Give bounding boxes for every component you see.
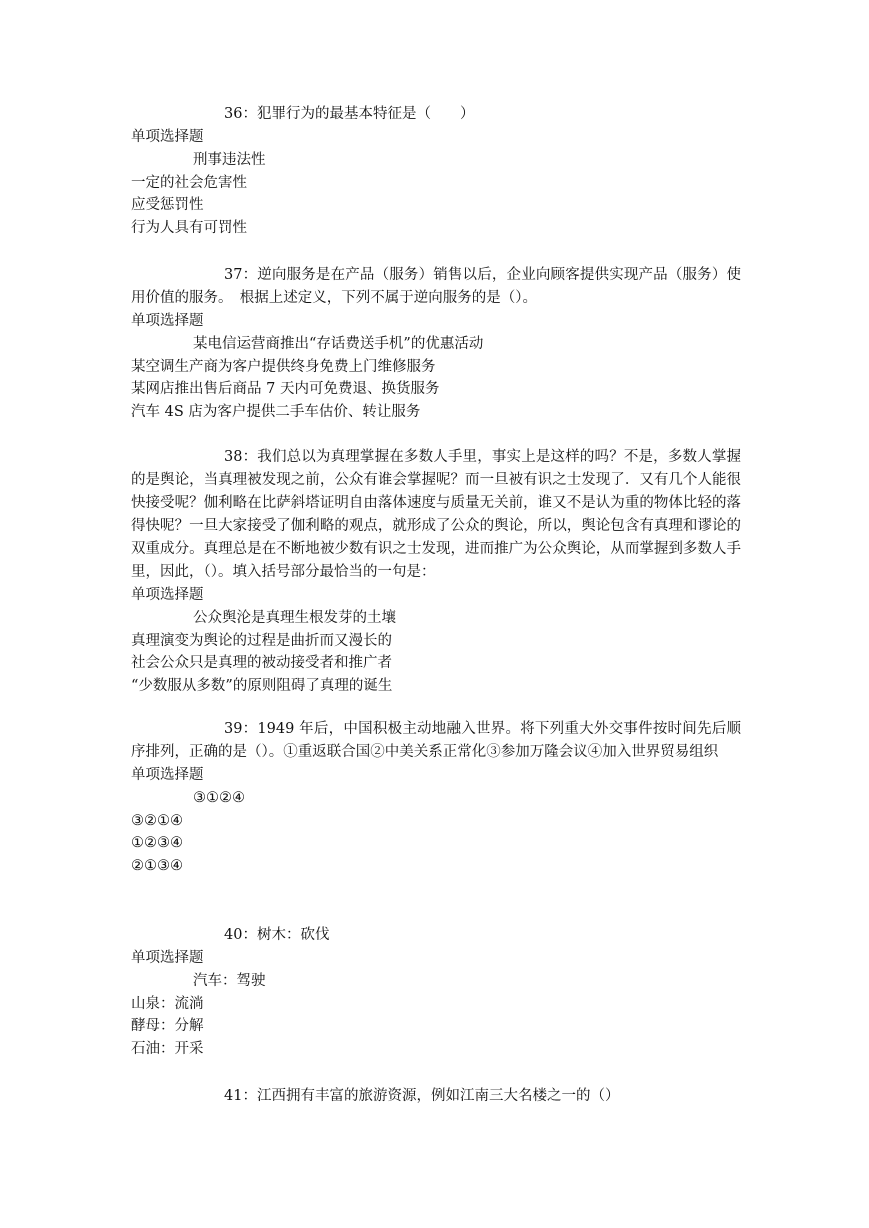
option-d: “少数服从多数”的原则阻碍了真理的诞生 — [131, 677, 393, 694]
question-36 — [131, 103, 741, 239]
option-a: 公众舆沦是真理生根发芽的土壤 — [193, 610, 396, 626]
option-a: 汽车：驾驶 — [193, 973, 266, 989]
option-b: 山泉：流淌 — [131, 995, 204, 1012]
option-c: 某网店推出售后商品 7 天内可免费退、换货服务 — [131, 381, 440, 397]
option-c: 社会公众只是真理的被动接受者和推广者 — [131, 655, 392, 671]
option-b: 某空调生产商为客户提供终身免费上门维修服务 — [131, 358, 436, 375]
question-stem: 39：1949 年后，中国积极主动地融入世界。将下列重大外交事件按时间先后顺序排列，正确的是（）。①重返联合国②中美关系正常化③参加万隆会议④加入世界贸易组织 — [131, 721, 741, 760]
option-b: 一定的社会危害性 — [131, 174, 247, 191]
option-b: ③②①④ — [131, 812, 183, 829]
question-38 — [131, 446, 741, 697]
question-stem: 41：江西拥有丰富的旅游资源，例如江南三大名楼之一的（） — [224, 1088, 620, 1104]
option-a: ③①②④ — [193, 790, 245, 806]
question-stem: 37：逆向服务是在产品（服务）销售以后，企业向顾客提供实现产品（服务）使用价值的服务。 根据上述定义，下列不属于逆向服务的是（）。 — [131, 267, 741, 306]
question-type: 单项选择题 — [131, 587, 204, 603]
option-a: 某电信运营商推出“存话费送手机”的优惠活动 — [193, 336, 484, 352]
question-type: 单项选择题 — [131, 950, 204, 966]
option-d: 行为人具有可罚性 — [131, 219, 247, 236]
question-41 — [131, 1085, 741, 1108]
question-stem: 40：树木：砍伐 — [224, 927, 330, 943]
option-d: 汽车 4S 店为客户提供二手车估价、转让服务 — [131, 403, 421, 420]
question-type: 单项选择题 — [131, 313, 204, 329]
option-c: 应受惩罚性 — [131, 197, 204, 213]
option-a: 刑事违法性 — [193, 152, 266, 168]
question-40 — [131, 924, 741, 1060]
question-type: 单项选择题 — [131, 767, 204, 783]
question-stem: 36：犯罪行为的最基本特征是（ ） — [224, 106, 475, 122]
question-37 — [131, 264, 741, 423]
question-type: 单项选择题 — [131, 129, 204, 145]
option-d: ②①③④ — [131, 857, 183, 874]
question-stem: 38：我们总以为真理掌握在多数人手里，事实上是这样的吗？不是，多数人掌握的是舆论，当真理被发现之前，公众有谁会掌握呢？而一旦被有识之士发现了．又有几个人能很快接受呢？伽利略在比萨斜塔证明自由落体速度与质量无关前，谁又不是认为重的物体比轻的落得快呢？一旦大家接受了伽利略的观点，就形成了公众的舆论，所以，舆论包含有真理和谬论的双重成分。真理总是在不断地被少数有识之士发现，进而推广为公众舆论，从而掌握到多数人手里，因此，（）。填入括号部分最恰当的一句是： — [131, 449, 741, 580]
option-d: 石油：开采 — [131, 1040, 204, 1057]
option-c: ①②③④ — [131, 835, 183, 851]
option-c: 酵母：分解 — [131, 1018, 204, 1034]
option-b: 真理演变为舆论的过程是曲折而又漫长的 — [131, 632, 392, 649]
question-39 — [131, 718, 741, 877]
